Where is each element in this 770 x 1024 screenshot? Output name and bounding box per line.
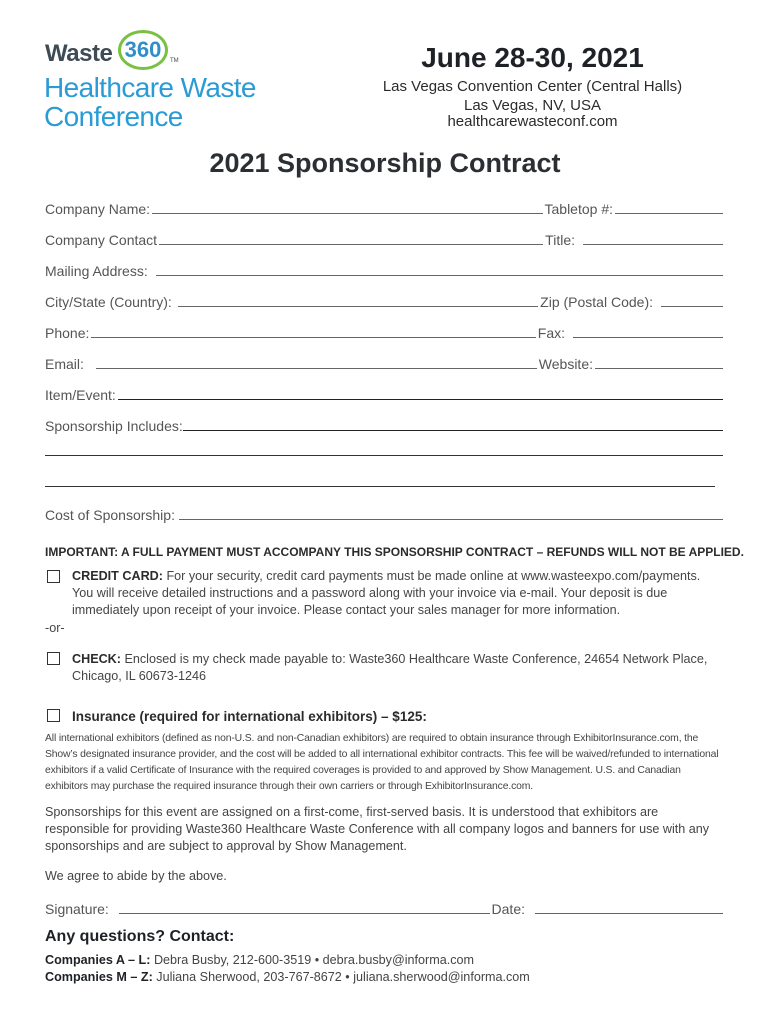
cost-label: Cost of Sponsorship:	[45, 507, 175, 523]
contact-companies-m-z	[45, 970, 530, 984]
page-title: 2021 Sponsorship Contract	[209, 148, 561, 178]
logo-line-1: Healthcare Waste	[44, 72, 256, 103]
city-state-label: City/State (Country):	[45, 294, 172, 310]
title-label: Title:	[545, 232, 575, 248]
insurance-label: Insurance (required for international exhibitors) – $125:	[72, 709, 427, 724]
event-city: Las Vegas, NV, USA	[463, 97, 602, 114]
agree-statement: We agree to abide by the above.	[45, 869, 227, 883]
form-row-signature	[45, 897, 725, 917]
item-event-field[interactable]	[118, 399, 723, 400]
form-row-email	[45, 352, 725, 372]
contact-m-label: Companies M – Z:	[45, 970, 153, 984]
date-label: Date:	[491, 901, 525, 917]
event-website: healthcarewasteconf.com	[447, 113, 618, 130]
mailing-address-field[interactable]	[156, 275, 723, 276]
credit-card-label: CREDIT CARD:	[72, 569, 163, 583]
website-label: Website:	[538, 356, 593, 372]
sponsorship-includes-label: Sponsorship Includes:	[45, 418, 183, 434]
form-row-includes	[45, 414, 725, 434]
sponsorship-note: Sponsorships for this event are assigned on a first-come, first-served basis. It is understood that exhibitors are responsible for providing Waste360 Healthcare Waste Conference with all company logos and banners for use with any sponsorships and are subject to approval by Show Management.	[45, 805, 710, 853]
form-row-contact	[45, 228, 725, 248]
city-state-field[interactable]	[178, 306, 538, 307]
contact-heading: Any questions? Contact:	[45, 928, 235, 945]
cost-field[interactable]	[179, 519, 723, 520]
website-field[interactable]	[595, 368, 723, 369]
insurance-checkbox[interactable]	[47, 709, 60, 722]
check-option	[72, 651, 722, 685]
logo-line-2: Conference	[44, 101, 183, 132]
company-name-field[interactable]	[152, 213, 542, 214]
sponsorship-includes-line-3[interactable]	[45, 486, 715, 487]
credit-card-checkbox[interactable]	[47, 570, 60, 583]
logo-360-badge	[118, 30, 168, 70]
contact-m-text: Juliana Sherwood, 203-767-8672 • juliana.sherwood@informa.com	[156, 970, 530, 984]
zip-field[interactable]	[661, 306, 723, 307]
form-row-city	[45, 290, 725, 310]
logo-waste-text: Waste	[45, 40, 113, 67]
phone-label: Phone:	[45, 325, 90, 341]
company-name-label: Company Name:	[45, 201, 151, 217]
event-date: June 28-30, 2021	[421, 42, 644, 73]
credit-card-text: For your security, credit card payments must be made online at www.wasteexpo.com/payments. You will receive detailed instructions and a password along with your invoice via e-mail. Your deposit is due immediately upon receipt of your invoice. Please contact your sales manager for more information.	[72, 569, 701, 617]
sponsorship-includes-field[interactable]	[183, 430, 723, 431]
form-row-cost	[45, 503, 725, 523]
contact-a-label: Companies A – L:	[45, 953, 151, 967]
check-label: CHECK:	[72, 652, 121, 666]
fax-label: Fax:	[537, 325, 565, 341]
logo-trademark: TM	[170, 58, 179, 64]
fax-field[interactable]	[573, 337, 723, 338]
event-venue: Las Vegas Convention Center (Central Halls)	[382, 78, 683, 95]
signature-label: Signature:	[45, 901, 109, 917]
email-field[interactable]	[96, 368, 537, 369]
form-row-mailing	[45, 259, 725, 279]
logo-360-number: 360	[124, 37, 162, 62]
check-text: Enclosed is my check made payable to: Waste360 Healthcare Waste Conference, 24654 Network Place, Chicago, IL 60673-1246	[72, 652, 708, 683]
title-field[interactable]	[583, 244, 723, 245]
signature-field[interactable]	[119, 913, 490, 914]
contact-companies-a-l	[45, 953, 474, 967]
form-row-item	[45, 383, 725, 403]
credit-card-option	[72, 568, 722, 619]
contact-a-text: Debra Busby, 212-600-3519 • debra.busby@informa.com	[153, 953, 475, 967]
sponsorship-includes-line-2[interactable]	[45, 455, 723, 456]
date-field[interactable]	[535, 913, 723, 914]
check-checkbox[interactable]	[47, 652, 60, 665]
item-event-label: Item/Event:	[45, 387, 116, 403]
zip-label: Zip (Postal Code):	[540, 294, 653, 310]
insurance-text: All international exhibitors (defined as non-U.S. and non-Canadian exhibitors) are required to obtain insurance through ExhibitorInsurance.com, the Show’s designated insurance provider, and the cost will be added to all international exhibitor contracts. This fee will be waived/refunded to international exhibitors if a valid Certificate of Insurance with the required coverages is provided to and approved by Show Management. U.S. and Canadian exhibitors may purchase the required insurance through their own carriers or through ExhibitorInsurance.com.	[45, 733, 719, 792]
company-contact-label: Company Contact	[45, 232, 158, 248]
mailing-address-label: Mailing Address:	[45, 263, 148, 279]
company-contact-field[interactable]	[159, 244, 543, 245]
tabletop-label: Tabletop #:	[544, 201, 613, 217]
phone-field[interactable]	[91, 337, 535, 338]
tabletop-field[interactable]	[615, 213, 723, 214]
important-notice: IMPORTANT: A FULL PAYMENT MUST ACCOMPANY THIS SPONSORSHIP CONTRACT – REFUNDS WILL NOT BE APPLIED.	[45, 545, 744, 559]
form-row-company	[45, 197, 725, 217]
form-row-phone	[45, 321, 725, 341]
or-separator: -or-	[45, 621, 65, 635]
email-label: Email:	[45, 356, 84, 372]
